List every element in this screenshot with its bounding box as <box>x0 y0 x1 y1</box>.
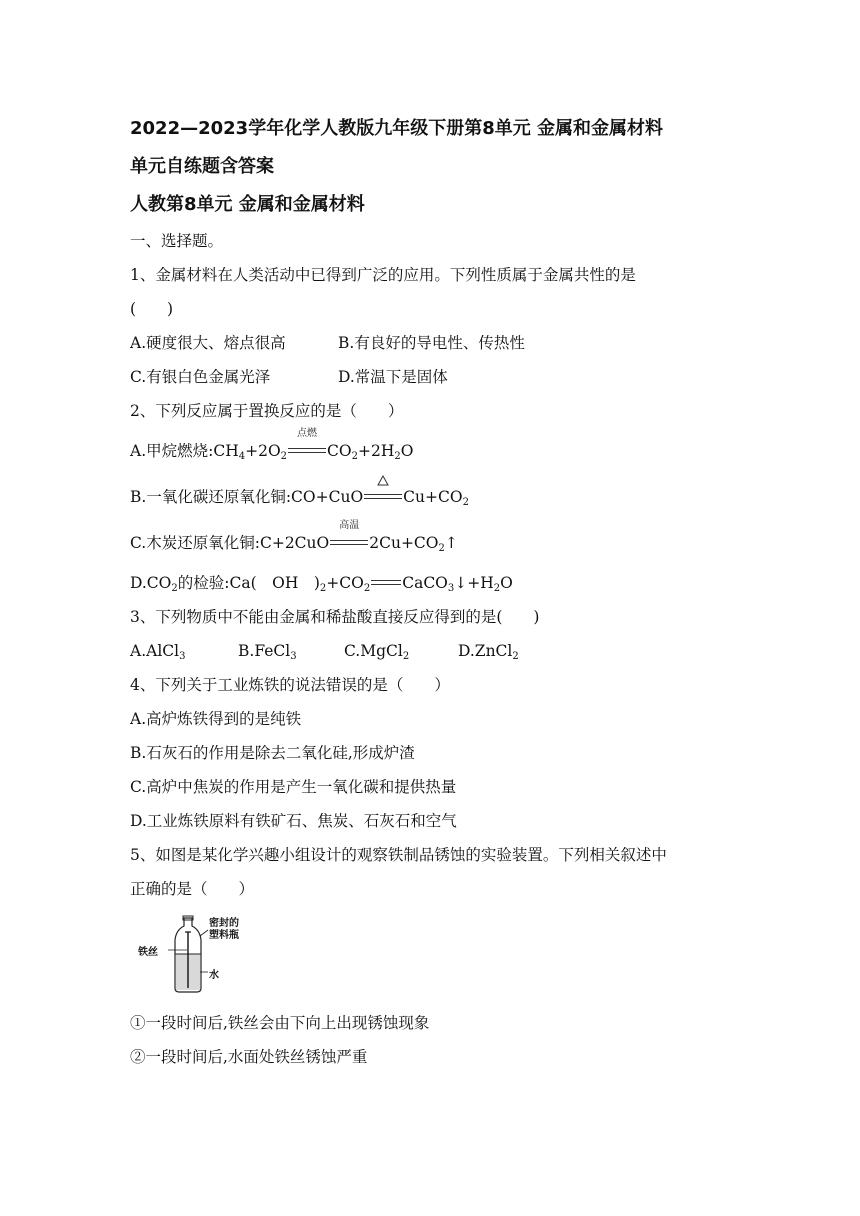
option-d-label-2: 的检验:Ca( OH ) <box>177 574 320 592</box>
question-2-option-c: C.木炭还原氧化铜:C+2CuO 高温 $2Cu+CO_2↑$ <box>130 520 458 554</box>
question-2-stem: 2、下列反应属于置换反应的是（ ） <box>130 402 404 420</box>
document-title: 2022—2023学年化学人教版九年级下册第8单元 金属和金属材料 <box>130 118 663 139</box>
statement-1: ①一段时间后,铁丝会由下向上出现锈蚀现象 <box>130 1014 430 1032</box>
option-c: C.高炉中焦炭的作用是产生一氧化碳和提供热量 <box>130 778 457 796</box>
label-sealed-bottle: 密封的 塑料瓶 <box>209 918 239 941</box>
statement-2: ②一段时间后,水面处铁丝锈蚀严重 <box>130 1048 368 1066</box>
experiment-figure <box>138 914 248 994</box>
question-1-paren: ( ) <box>130 300 174 318</box>
option-d: D.ZnCl$_2$ <box>458 642 519 662</box>
question-1-options-row2 <box>130 360 730 394</box>
question-3-stem: 3、下列物质中不能由金属和稀盐酸直接反应得到的是( ) <box>130 608 540 626</box>
question-1-stem: 1、金属材料在人类活动中已得到广泛的应用。下列性质属于金属共性的是 <box>130 266 636 284</box>
question-1-options-row1 <box>130 326 730 360</box>
gas-arrow-icon: ↑ <box>444 534 458 552</box>
precipitate-arrow-icon: ↓ <box>454 574 468 592</box>
question-2-option-a: A.甲烷燃烧$:CH_4+2O_2$ 点燃 $CO_2+2H_2O$ <box>130 428 414 462</box>
question-3-options <box>130 634 730 668</box>
document-page <box>130 110 730 1074</box>
option-a: A.AlCl$_3$ <box>130 642 186 662</box>
option-d: D.常温下是固体 <box>338 368 448 386</box>
option-a-label: A.甲烷燃烧: <box>130 442 214 460</box>
document-subtitle: 单元自练题含答案 <box>130 156 274 177</box>
question-2-option-b: B.一氧化碳还原氧化铜:CO+CuO $Cu+CO_2$ <box>130 474 730 520</box>
label-water: 水 <box>209 970 219 981</box>
option-a: A.高炉炼铁得到的是纯铁 <box>130 710 302 728</box>
label-iron-wire: 铁丝 <box>138 947 158 958</box>
option-c: C.有银白色金属光泽 <box>130 368 271 386</box>
condition-high-temp <box>330 520 368 548</box>
question-2-option-d: $D.CO_2$的检验:Ca( OH )$_2+CO_2$ $CaCO_3↓+H_2O$ <box>130 574 513 594</box>
option-c: C.MgCl$_2$ <box>344 642 410 662</box>
option-d: D.工业炼铁原料有铁矿石、焦炭、石灰石和空气 <box>130 812 457 830</box>
option-b: B.有良好的导电性、传热性 <box>338 334 525 352</box>
question-5-stem-cont: 正确的是（ ） <box>130 880 255 898</box>
section-heading: 一、选择题。 <box>130 232 224 250</box>
triangle-icon <box>377 475 389 486</box>
option-a: A.硬度很大、熔点很高 <box>130 334 286 352</box>
condition-heat-triangle <box>364 488 402 502</box>
question-5-stem: 5、如图是某化学兴趣小组设计的观察铁制品锈蚀的实验装置。下列相关叙述中 <box>130 846 667 864</box>
option-c-label: C.木炭还原氧化铜: <box>130 534 260 552</box>
condition-ignite <box>288 428 326 456</box>
condition-label: 高温 <box>339 520 360 531</box>
option-b: B.石灰石的作用是除去二氧化硅,形成炉渣 <box>130 744 415 762</box>
unit-heading: 人教第8单元 金属和金属材料 <box>130 194 365 215</box>
question-4-stem: 4、下列关于工业炼铁的说法错误的是（ ） <box>130 676 450 694</box>
condition-label: 点燃 <box>297 428 318 439</box>
option-b-label: B.一氧化碳还原氧化铜: <box>130 488 292 506</box>
condition-none <box>371 574 401 588</box>
option-d-label: D.CO <box>130 574 172 592</box>
option-b: B.FeCl$_3$ <box>238 642 297 662</box>
